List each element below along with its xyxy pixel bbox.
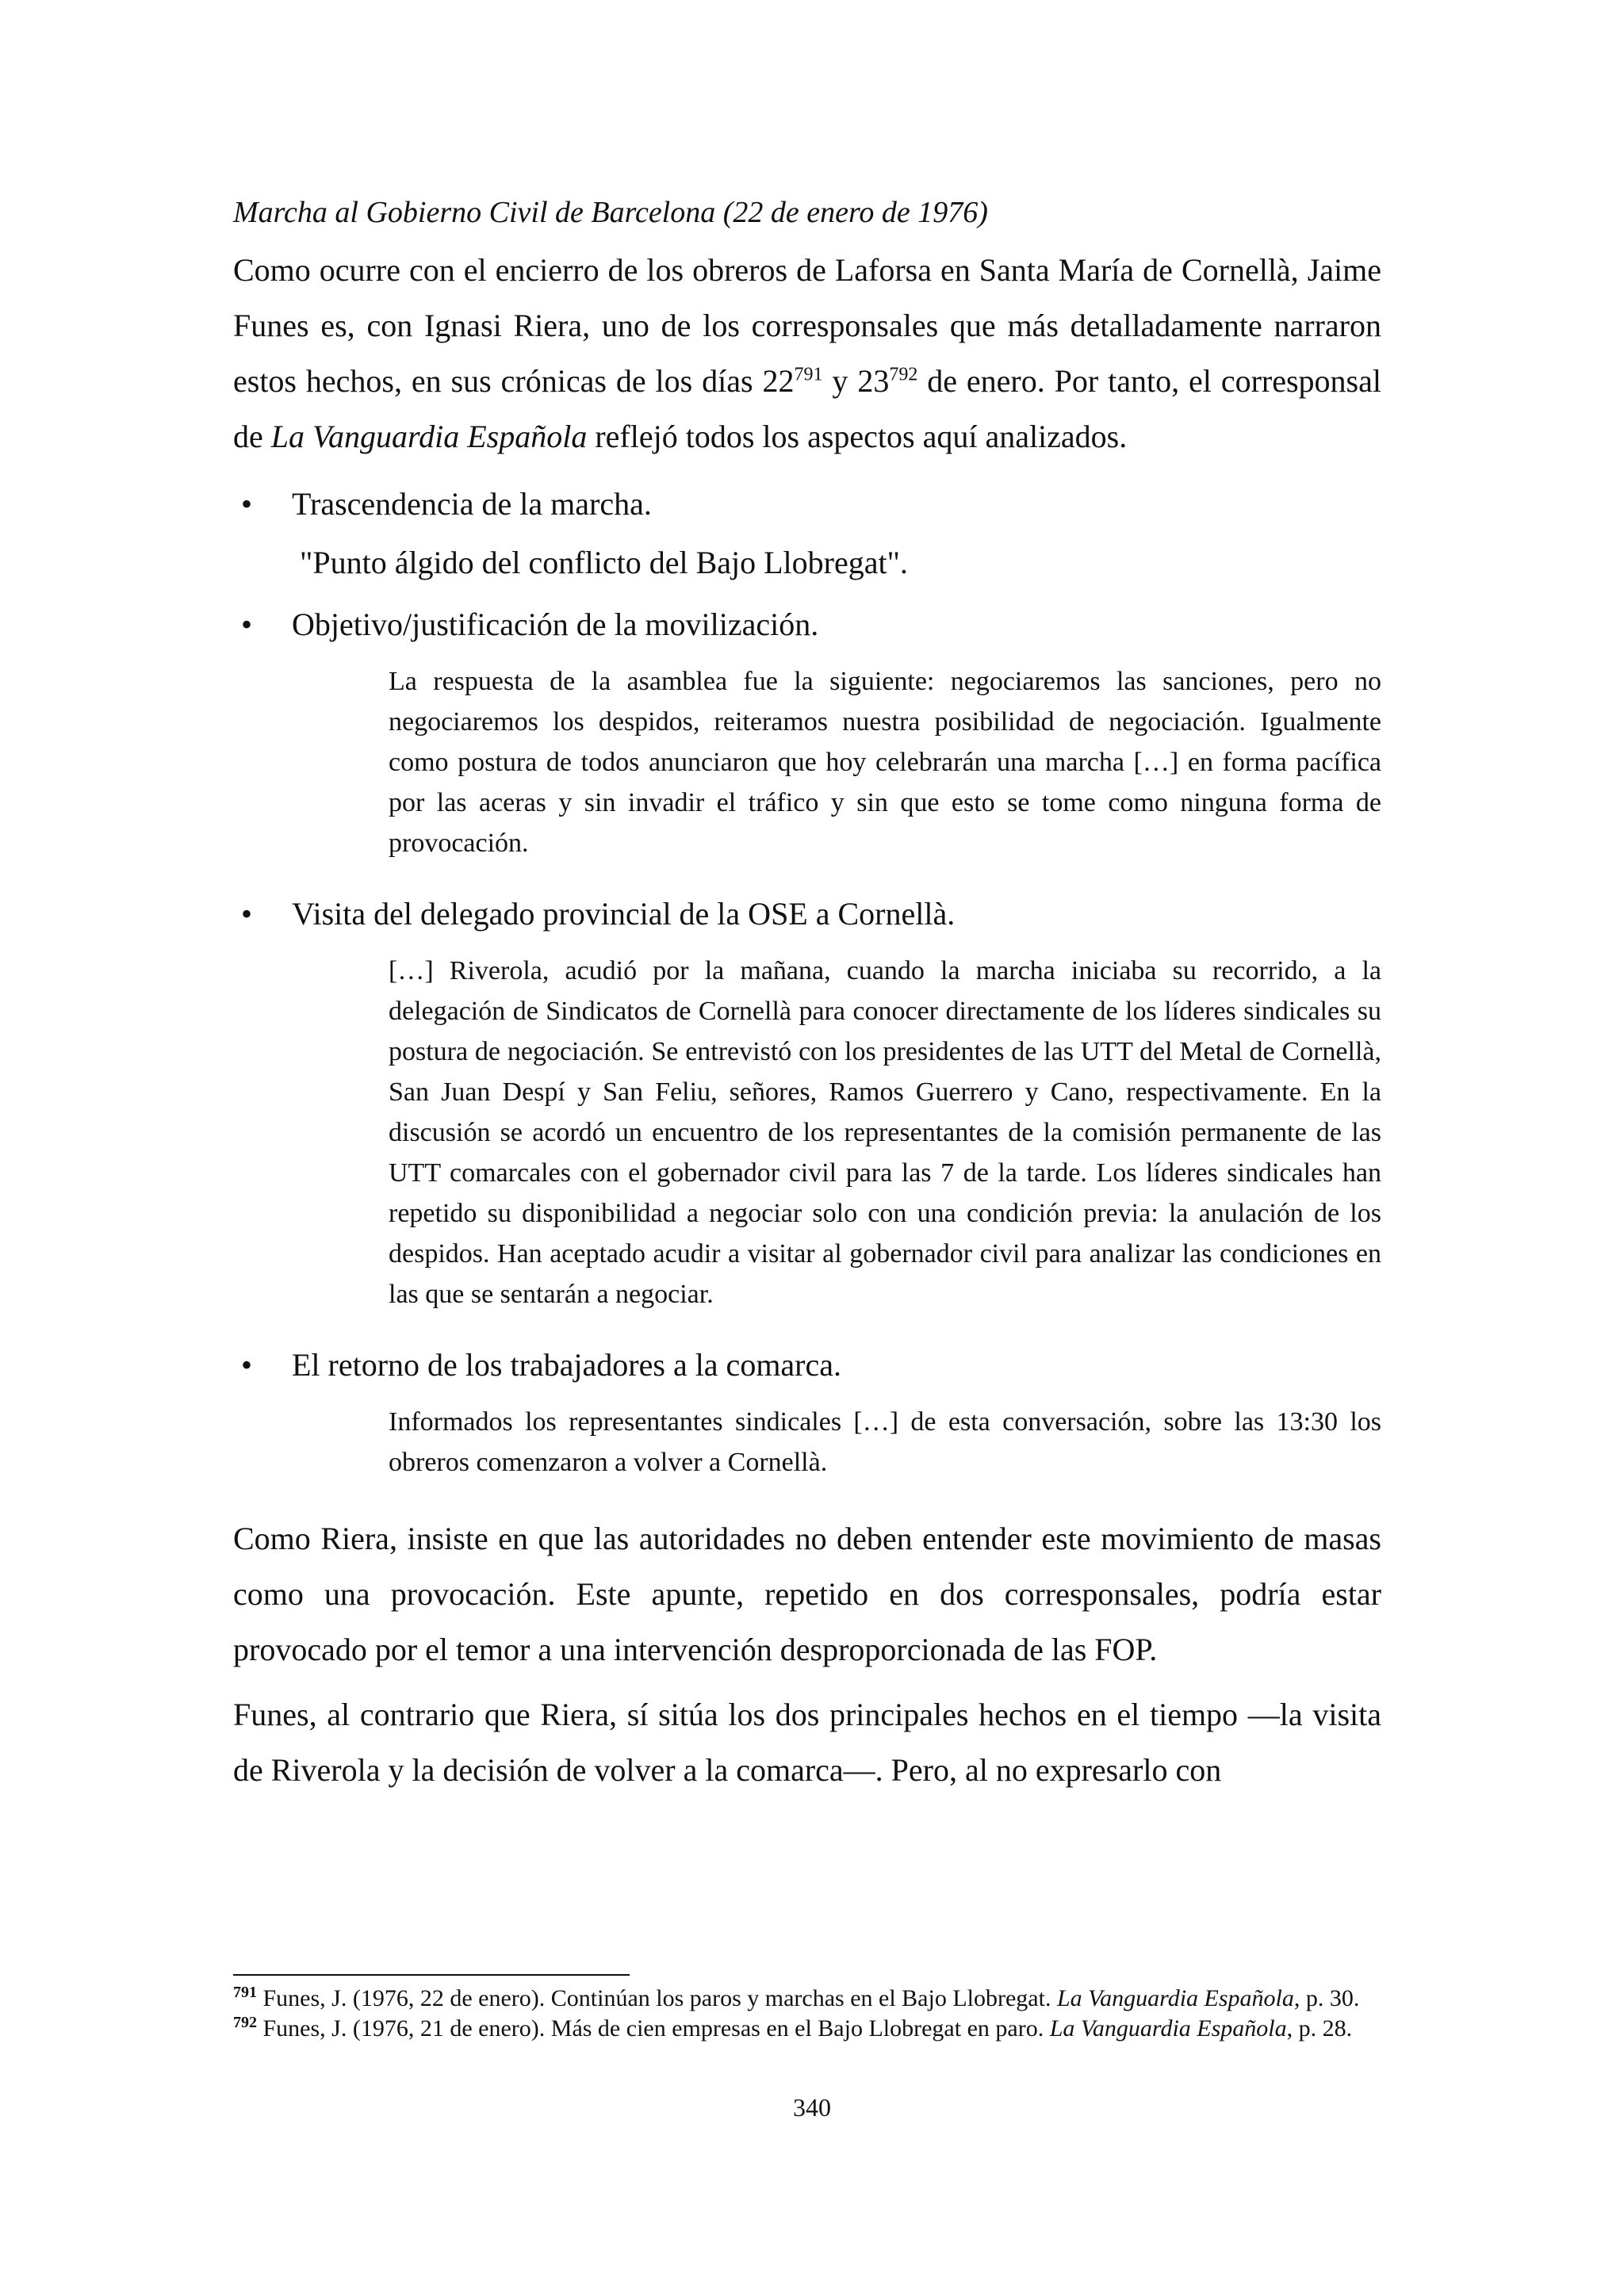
bullet-icon: • [241,896,253,932]
bullet-item [233,1343,1381,1387]
footnote-source: La Vanguardia Española [1049,2015,1287,2042]
intro-text: Como ocurre con el encierro de los obreros de Laforsa en Santa María de Cornellà, Jaime Funes es, con Ignasi Riera, uno de los corresponsales que más detalladamente narraron estos hechos, en sus crónicas de los días 22 [233,252,1381,399]
bullet-icon: • [241,1347,253,1383]
block-quote: Informados los representantes sindicales […] de esta conversación, sobre las 13:30 los obreros comenzaron a volver a Cornellà. [389,1407,1381,1477]
footnote-text: Funes, J. (1976, 22 de enero). Continúan los paros y marchas en el Bajo Llobregat. [257,1985,1057,2011]
block-quote: La respuesta de la asamblea fue la siguiente: negociaremos las sanciones, pero no negociaremos los despidos, reiteramos nuestra posibilidad de negociación. Igualmente como postura de todos anunciaron que hoy celebrarán una marcha […] en forma pacífica por las aceras y sin invadir el tráfico y sin que esto se tome como ninguna forma de provocación. [389,667,1381,858]
bullet-item [233,482,1381,526]
footnote-text: Funes, J. (1976, 21 de enero). Más de cien empresas en el Bajo Llobregat en paro. [257,2015,1050,2042]
footnote-divider [233,1974,630,1976]
footnote-tail: , p. 28. [1286,2015,1353,2042]
page-body [233,190,1381,1808]
intro-text: de enero. Por tanto, el corresponsal de [233,363,1381,454]
body-paragraph: Funes, al contrario que Riera, sí sitúa los dos principales hechos en el tiempo —la visita de Riverola y la decisión de volver a la comarca—. Pero, al no expresarlo con [233,1697,1381,1788]
footnote-tail: , p. 30. [1293,1985,1360,2011]
bullet-item [233,892,1381,936]
page-number: 340 [793,2093,831,2122]
bullet-label: Visita del delegado provincial de la OSE a Cornellà. [292,896,956,932]
section-title: Marcha al Gobierno Civil de Barcelona (22 de enero de 1976) [233,196,988,229]
footnote-ref[interactable]: 792 [889,364,918,385]
bullet-icon: • [241,607,253,642]
bullet-label: Objetivo/justificación de la movilización. [292,607,819,642]
footnote-number: 792 [233,2014,257,2031]
footnotes [233,1984,1381,2044]
footnote-number: 791 [233,1984,257,2001]
body-paragraph: Como Riera, insiste en que las autoridades no deben entender este movimiento de masas como una provocación. Este apunte, repetido en dos corresponsales, podría estar provocado por el temor a una intervención desproporcionada de las FOP. [233,1521,1381,1667]
short-quote: "Punto álgido del conflicto del Bajo Llobregat". [300,545,908,580]
intro-paragraph [233,243,1381,465]
bullet-icon: • [241,486,253,522]
bullet-label: Trascendencia de la marcha. [292,486,652,522]
bullet-item [233,603,1381,647]
bullet-label: El retorno de los trabajadores a la comarca. [292,1347,842,1383]
newspaper-title: La Vanguardia Española [270,419,588,454]
footnote [233,1984,1381,2014]
footnote [233,2014,1381,2044]
footnote-source: La Vanguardia Española [1056,1985,1294,2011]
intro-text: y 23 [822,363,890,399]
footnote-ref[interactable]: 791 [794,364,823,385]
block-quote: […] Riverola, acudió por la mañana, cuando la marcha iniciaba su recorrido, a la delegación de Sindicatos de Cornellà para conocer directamente de los líderes sindicales su postura de negociación. Se entrevistó con los presidentes de las UTT del Metal de Cornellà, San Juan Despí y San Feliu, señores, Ramos Guerrero y Cano, respectivamente. En la discusión se acordó un encuentro de los representantes de la comisión permanente de las UTT comarcales con el gobernador civil para las 7 de la tarde. Los líderes sindicales han repetido su disponibilidad a negociar solo con una condición previa: la anulación de los despidos. Han aceptado acudir a visitar al gobernador civil para analizar las condiciones en las que se sentarán a negociar. [389,956,1381,1309]
intro-text: reflejó todos los aspectos aquí analizados. [587,419,1128,454]
